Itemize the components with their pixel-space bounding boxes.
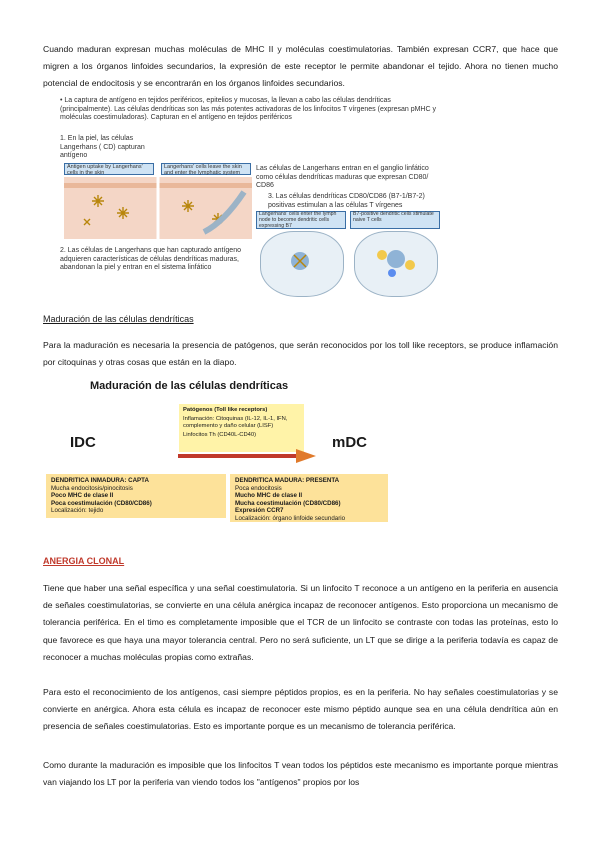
mature-line: Poca endocitosis bbox=[235, 484, 282, 492]
figure1-bullet: • La captura de antígeno en tejidos periféricos, epitelios y mucosas, la llevan a cabo las células dendríticas (principalmente). Las células dendríticas son las más potentes activadoras de los linfocitos T vírgenes (expresan pMHC y moléculas coestimuladoras). Capturan en el antígeno en tejidos periféricos bbox=[60, 97, 436, 121]
mature-line: Expresión CCR7 bbox=[235, 507, 284, 514]
maturation-arrow-icon bbox=[178, 448, 318, 464]
anergia-paragraph-2: Para esto el reconocimiento de los antígenos, casi siempre péptidos propios, es en la periferia. No hay señales coestimulatorias y se convierte en anérgica. Ahora esta célula es incapaz de reconocer este mismo péptido aunque sea en una célula dendrítica aún en presencia de señales coestimulatorias. Esto es importante porque es un mecanismo de tolerancia periférica. bbox=[43, 687, 558, 732]
panel-d-caption: B7-positive dendritic cells stimulate naive T cells bbox=[350, 211, 440, 229]
panel-a-caption: Antigen uptake by Langerhans' cells in the skin bbox=[64, 163, 154, 175]
immature-line: Localización: tejido bbox=[51, 507, 104, 514]
langerhans-cells-icon bbox=[64, 177, 252, 239]
immature-line: Poco MHC de clase II bbox=[51, 492, 114, 499]
anergia-paragraph-3: Como durante la maduración es imposible que los linfocitos T vean todos los péptidos este mecanismo es importante porque mientras van viajando los LT por la periferia van viendo todos los "antígenos" propios por los bbox=[43, 760, 558, 788]
panel-c-caption: Langerhans' cells enter the lymph node to become dendritic cells expressing B7 bbox=[256, 211, 346, 229]
mature-line: Localización: órgano linfoide secundario bbox=[235, 514, 346, 522]
idc-label: IDC bbox=[70, 434, 96, 451]
factor-pathogens: Patógenos (Toll like receptors) bbox=[183, 407, 268, 413]
figure1-step2: 2. Las células de Langerhans que han capturado antígeno adquieren características de células dendríticas maduras, abandonan la piel y entran en el sistema linfático bbox=[60, 247, 241, 271]
intro-paragraph: Cuando maduran expresan muchas moléculas de MHC II y moléculas coestimulatorias. También expresan CCR7, que hace que migren a los órganos linfoides secundarios, la expresión de este receptor le permite abandonar el tejido. Ahora no tienen mucho potencial de endocitosis y se encontrarán en los órganos linfoides secundarios. bbox=[43, 44, 558, 89]
dendritic-cells-icon bbox=[260, 231, 440, 295]
mature-title: DENDRITICA MADURA: PRESENTA bbox=[235, 477, 340, 484]
section-title: Maduración de las células dendríticas bbox=[43, 314, 194, 324]
factor-inflammation: Inflamación: Citoquinas (IL-12, IL-1, IFN, complemento y daño celular (LISF) bbox=[183, 416, 288, 429]
immature-dc-box bbox=[46, 474, 226, 518]
figure1-step1: 1. En la piel, las células Langerhans ( CD) capturan antígeno bbox=[60, 135, 145, 159]
immature-line: Poca coestimulación (CD80/CD86) bbox=[51, 499, 152, 507]
mature-dc-box bbox=[230, 474, 388, 522]
mature-line: Mucho MHC de clase II bbox=[235, 492, 303, 499]
anergia-paragraph-1: Tiene que haber una señal específica y una señal coestimulatoria. Si un linfocito T reconoce a un antígeno en la periferia en ausencia de señales coestimulatorias, se convierte en una célula anérgica incapaz de reconocer antígenos. Esto proporciona un mecanismo de tolerancia periférica. En el timo es completamente imposible que el TCR de un linfocito se contraste con todas las proteínas, esto lo que favorece es que haya una mayor tolerancia central. Pero no será suficiente, un LT que se dirige a la periferia todavía es capaz de reconocer a muchas moléculas propias como extrañas. bbox=[43, 583, 558, 662]
maturation-factors-box bbox=[179, 404, 304, 452]
langerhans-figure bbox=[56, 97, 446, 303]
immature-title: DENDRITICA INMADURA: CAPTA bbox=[51, 477, 149, 484]
factor-th: Linfocitos Th (CD40L-CD40) bbox=[183, 432, 257, 438]
figure1-right-text: Las células de Langerhans entran en el ganglio linfático como células dendríticas maduras que expresan CD80/ CD86 bbox=[256, 165, 429, 189]
immature-line: Mucha endocitosis/pinocitosis bbox=[51, 484, 133, 492]
mature-line: Mucha coestimulación (CD80/CD86) bbox=[235, 499, 341, 507]
section-paragraph: Para la maduración es necesaria la presencia de patógenos, que serán reconocidos por los toll like receptors, se produce inflamación por citoquinas y otras cosas que están en la diapo. bbox=[43, 340, 558, 368]
maturation-figure bbox=[38, 378, 398, 522]
figure2-title: Maduración de las células dendríticas bbox=[90, 380, 289, 392]
figure1-step3: 3. Las células dendríticas CD80/CD86 (B7-1/B7-2) positivas estimulan a las células T vírgenes bbox=[268, 193, 425, 209]
panel-b-caption: Langerhans' cells leave the skin and enter the lymphatic system bbox=[161, 163, 251, 175]
mdc-label: mDC bbox=[332, 434, 368, 451]
anergia-title: ANERGIA CLONAL bbox=[43, 556, 125, 566]
